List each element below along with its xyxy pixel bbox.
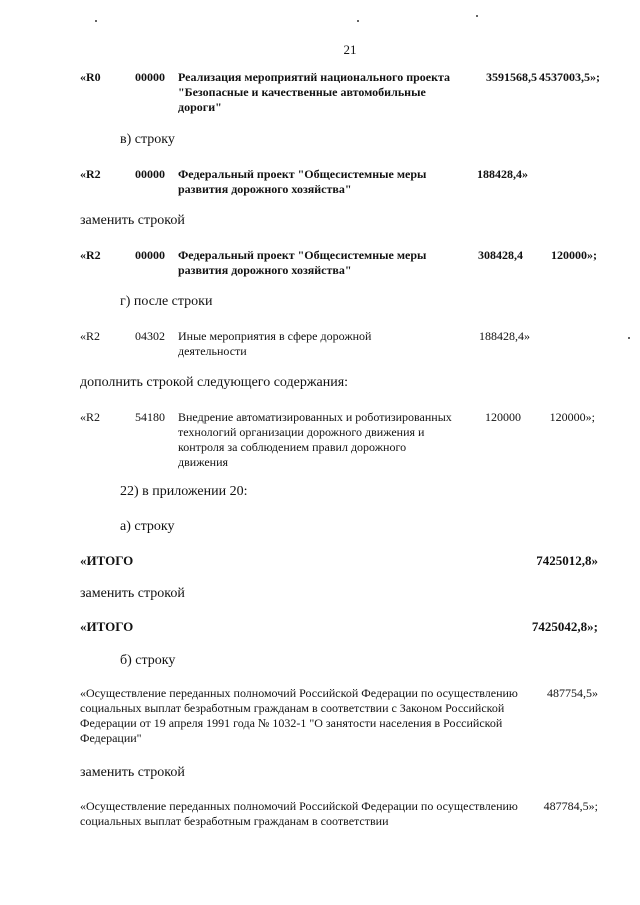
- row-value-2: 120000»;: [549, 410, 595, 424]
- instruction-label: 22) в приложении 20:: [120, 484, 248, 499]
- instruction-label: дополнить строкой следующего содержания:: [80, 375, 349, 390]
- total-value: 7425042,8»;: [531, 619, 598, 634]
- long-row-text: «Осуществление переданных полномочий Российской Федерации по осуществлению социальных выплат безработным гражданам в соответствии: [80, 799, 518, 828]
- row-description: Федеральный проект "Общесистемные меры развития дорожного хозяйства": [178, 248, 427, 277]
- instruction-label: б) строку: [120, 653, 176, 668]
- page-number: 21: [343, 42, 357, 57]
- row-value-2: 120000»;: [551, 248, 597, 262]
- scan-speck: [95, 20, 97, 22]
- instruction-label: заменить строкой: [80, 213, 185, 228]
- row-code: «R2: [80, 248, 101, 262]
- instruction-label: г) после строки: [120, 294, 213, 309]
- instruction-label: заменить строкой: [80, 586, 185, 601]
- instruction-label: заменить строкой: [80, 765, 185, 780]
- scan-speck: [357, 20, 359, 22]
- long-row-value: 487784,5»;: [543, 799, 598, 813]
- row-description: Реализация мероприятий национального проекта "Безопасные и качественные автомобильные дороги": [178, 70, 451, 114]
- row-value-1: 3591568,5: [486, 70, 537, 84]
- row-description: Федеральный проект "Общесистемные меры развития дорожного хозяйства": [178, 167, 427, 196]
- row-description: Иные мероприятия в сфере дорожной деятельности: [178, 329, 372, 358]
- long-row-value: 487754,5»: [547, 686, 598, 700]
- instruction-label: а) строку: [120, 519, 175, 534]
- total-label: «ИТОГО: [80, 553, 134, 568]
- row-value-1: 188428,4»: [479, 329, 530, 343]
- row-subcode: 00000: [135, 70, 165, 84]
- total-label: «ИТОГО: [80, 619, 134, 634]
- total-value: 7425012,8»: [536, 553, 598, 568]
- row-value-1: 308428,4: [478, 248, 523, 262]
- row-code: «R0: [80, 70, 101, 84]
- instruction-label: в) строку: [120, 132, 175, 147]
- row-subcode: 04302: [135, 329, 165, 343]
- row-code: «R2: [80, 167, 101, 181]
- row-subcode: 54180: [135, 410, 165, 424]
- row-code: «R2: [80, 410, 101, 424]
- row-value-1: 120000: [485, 410, 521, 424]
- scan-speck: [476, 15, 478, 17]
- row-subcode: 00000: [135, 248, 165, 262]
- scan-speck: [628, 337, 630, 339]
- long-row-text: «Осуществление переданных полномочий Российской Федерации по осуществлению социальных выплат безработным гражданам в соответствии с Законом Российской Федерации от 19 апреля 1991 года № 1032-1 "О занятости населения в Российской Федерации": [80, 686, 518, 745]
- row-subcode: 00000: [135, 167, 165, 181]
- row-description: Внедрение автоматизированных и роботизированных технологий организации дорожного движения и контроля за соблюдением правил дорожного движения: [178, 410, 452, 469]
- row-code: «R2: [80, 329, 101, 343]
- row-value-1: 188428,4»: [477, 167, 528, 181]
- row-value-2: 4537003,5»;: [539, 70, 600, 84]
